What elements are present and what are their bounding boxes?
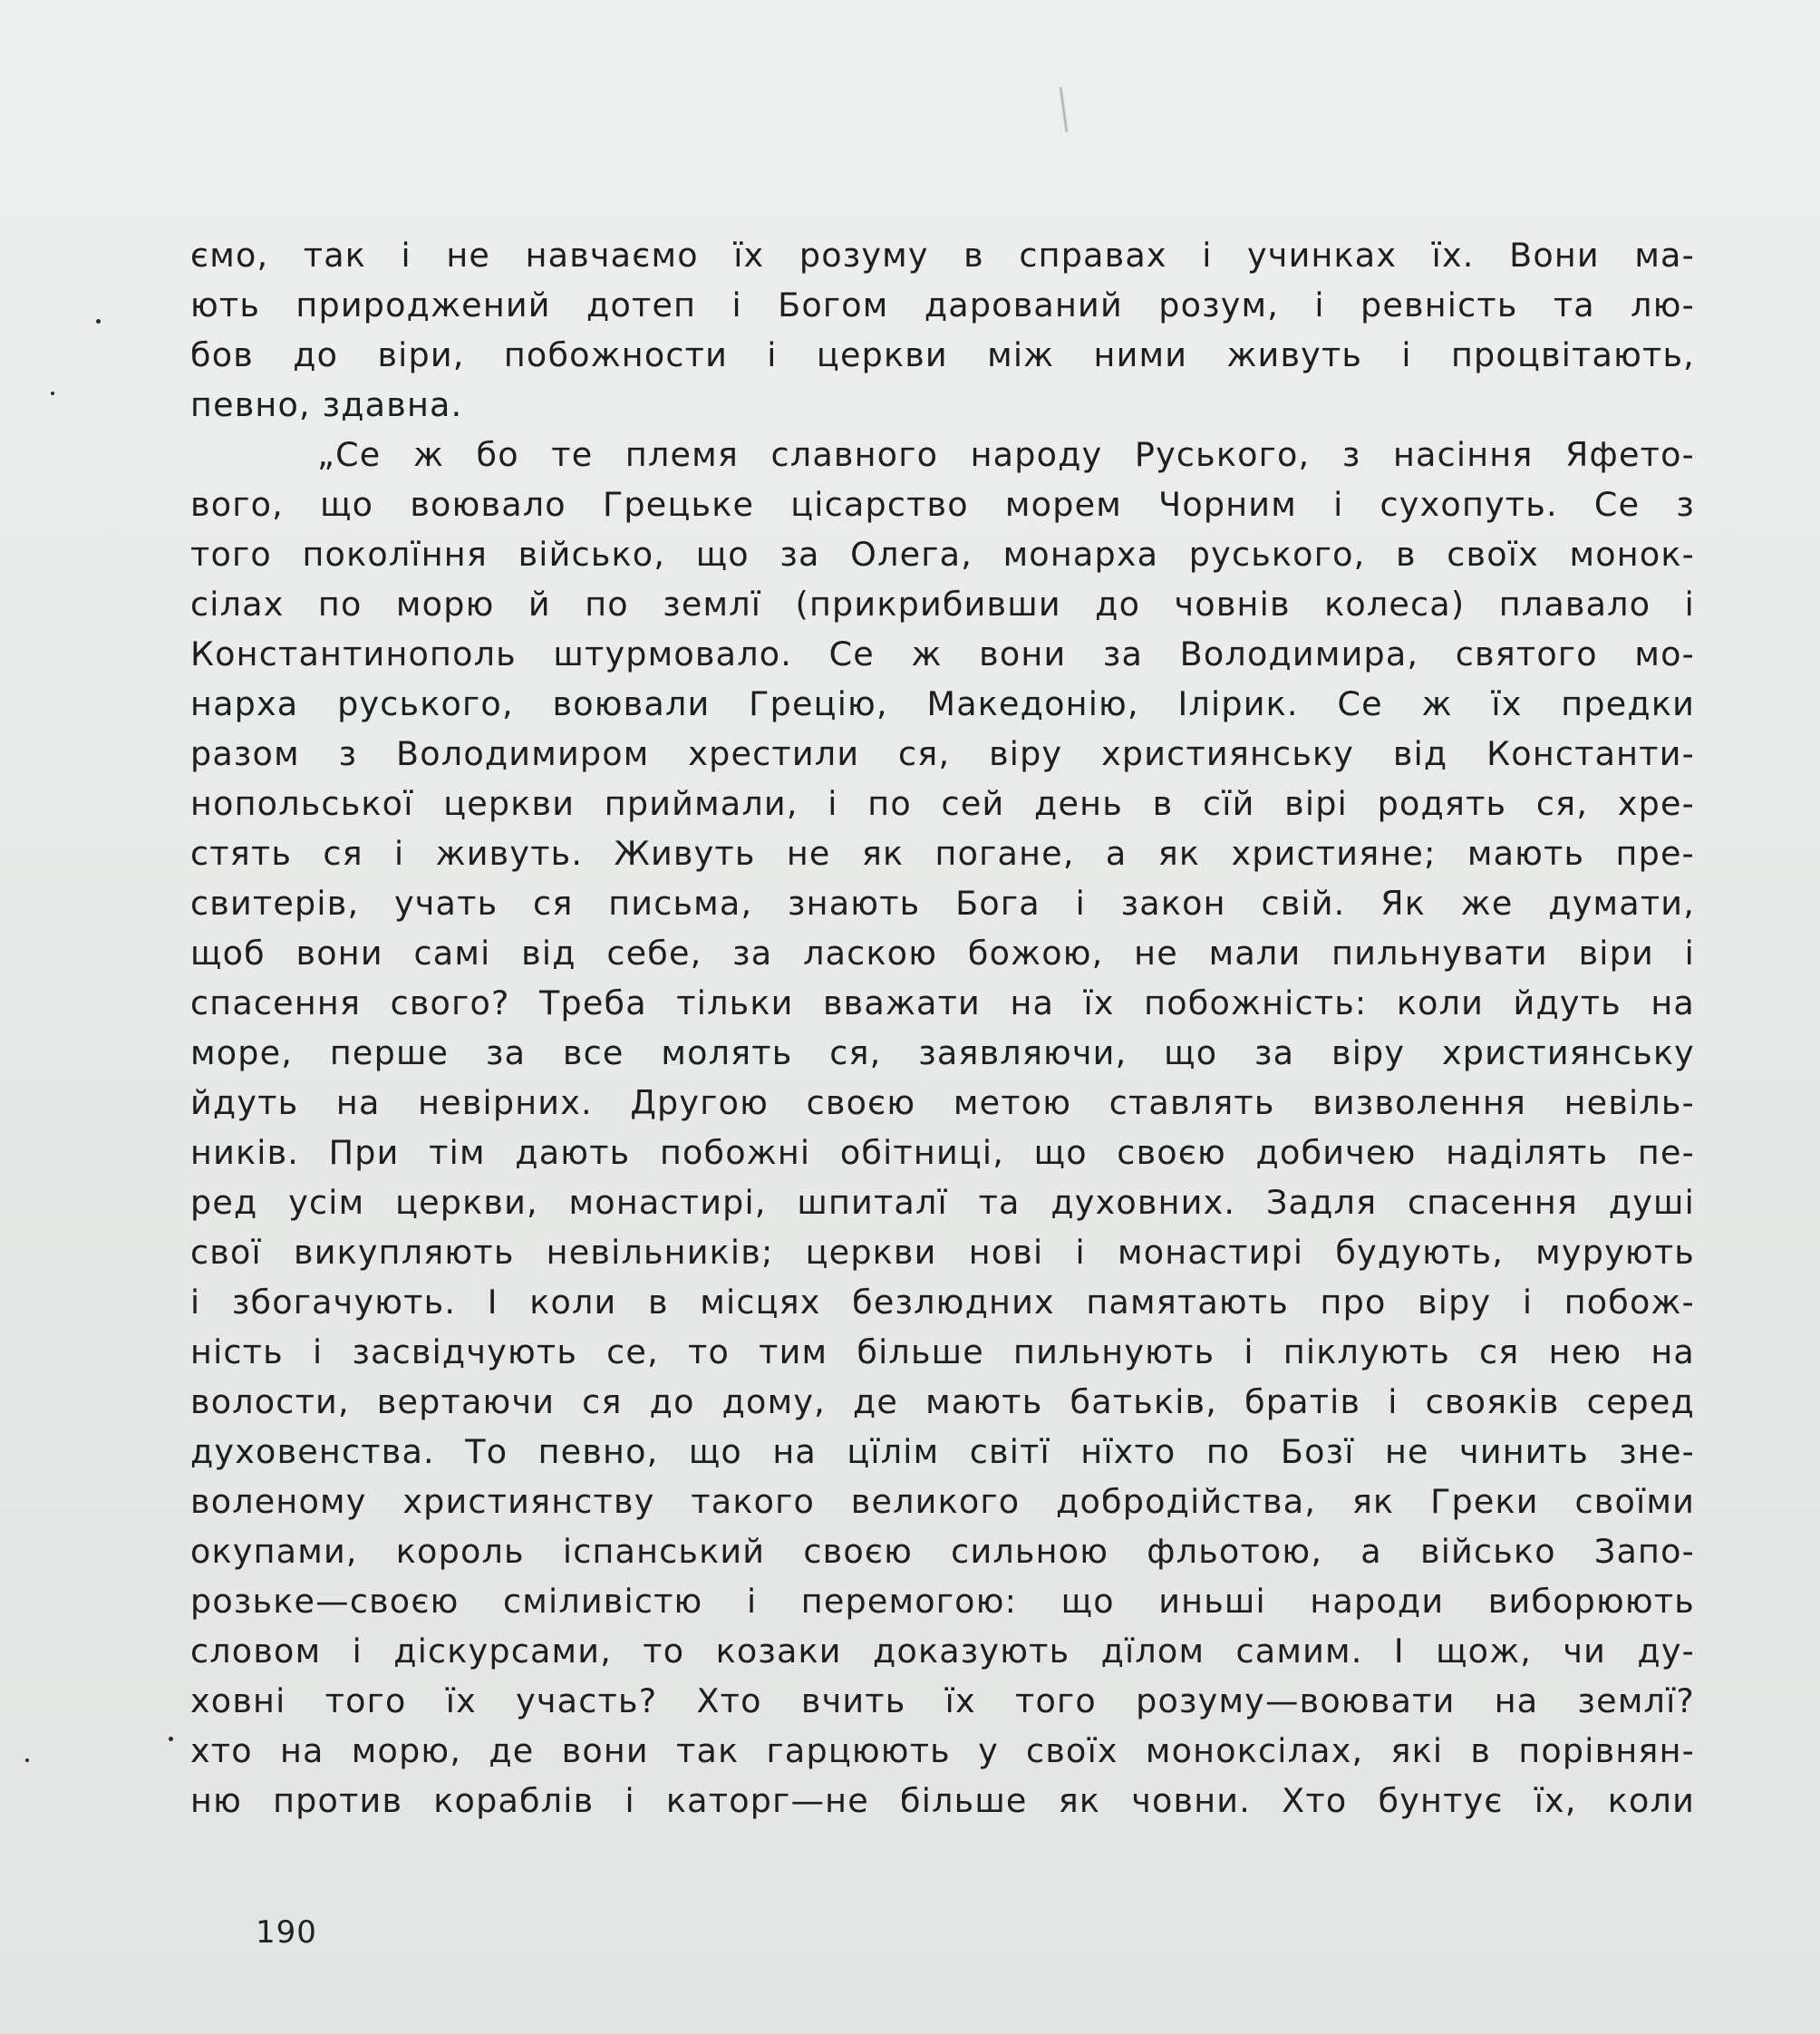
paper-speck	[96, 319, 101, 324]
paper-scratch-mark	[1060, 87, 1069, 132]
text-line: свої викупляють невільників; церкви нові і монастирі будують, мурують	[190, 1233, 1695, 1272]
text-line: словом і діскурсами, то козаки доказують дїлом самим. І щож, чи ду-	[190, 1632, 1695, 1671]
text-line: ників. При тім дають побожні обітниці, що своєю добичею наділять пе-	[190, 1133, 1695, 1172]
text-line: волости, вертаючи ся до дому, де мають батьків, братів і свояків серед	[190, 1382, 1695, 1421]
text-line: спасення свого? Треба тільки вважати на їх побожність: коли йдуть на	[190, 983, 1695, 1022]
text-line: сілах по морю й по землї (прикрибивши до човнів колеса) плавало і	[190, 585, 1695, 624]
text-line: стять ся і живуть. Живуть не як погане, а як християне; мають пре-	[190, 834, 1695, 873]
text-line: ред усім церкви, монастирі, шпиталї та духовних. Задля спасення душі	[190, 1183, 1695, 1222]
text-line: нопольської церкви приймали, і по сей день в сїй вірі родять ся, хре-	[190, 784, 1695, 823]
text-line: нарха руського, воювали Грецію, Македонію, Ілірик. Се ж їх предки	[190, 684, 1695, 723]
paper-speck	[169, 1737, 173, 1741]
text-line: море, перше за все молять ся, заявляючи, що за віру християнську	[190, 1033, 1695, 1072]
paper-speck	[51, 392, 54, 395]
paper-speck	[25, 1758, 29, 1762]
page-number: 190	[256, 1914, 317, 1951]
text-line: певно, здавна.	[190, 385, 463, 424]
text-line: свитерів, учать ся письма, знають Бога і закон свій. Як же думати,	[190, 884, 1695, 923]
text-line: Константинополь штурмовало. Се ж вони за Володимира, святого мо-	[190, 634, 1695, 673]
text-line: ність і засвідчують се, то тим більше пильнують і піклують ся нею на	[190, 1332, 1695, 1371]
text-line: ню против кораблів і каторг—не більше як човни. Хто бунтує їх, коли	[190, 1781, 1695, 1820]
text-line: хто на морю, де вони так гарцюють у своїх моноксілах, які в порівнян-	[190, 1731, 1695, 1770]
text-line: ємо, так і не навчаємо їх розуму в справах і учинках їх. Вони ма-	[190, 236, 1695, 275]
text-line: йдуть на невірних. Другою своєю метою ставлять визволення невіль-	[190, 1083, 1695, 1122]
text-line: духовенства. То певно, що на цїлім світї нїхто по Бозї не чинить зне-	[190, 1432, 1695, 1471]
text-line: воленому християнству такого великого добродійства, як Греки своїми	[190, 1482, 1695, 1521]
text-line: того поколїння військо, що за Олега, монарха руського, в своїх монок-	[190, 535, 1695, 574]
text-line: вого, що воювало Грецьке цісарство морем Чорним і сухопуть. Се з	[190, 485, 1695, 524]
text-line: разом з Володимиром хрестили ся, віру християнську від Константи-	[190, 734, 1695, 773]
text-line: ють природжений дотеп і Богом дарований розум, і ревність та лю-	[190, 286, 1695, 324]
text-line: окупами, король іспанський своєю сильною фльотою, а військо Запо-	[190, 1532, 1695, 1571]
body-text	[190, 230, 1695, 1826]
text-line: щоб вони самі від себе, за ласкою божою, не мали пильнувати віри і	[190, 934, 1695, 973]
text-line: „Се ж бо те племя славного народу Руського, з насіння Яфето-	[317, 435, 1695, 474]
text-line: розьке—своєю сміливістю і перемогою: що иньші народи виборюють	[190, 1582, 1695, 1621]
text-line: і збогачують. І коли в місцях безлюдних памятають про віру і побож-	[190, 1283, 1695, 1322]
text-line: ховні того їх участь? Хто вчить їх того розуму—воювати на землї?	[190, 1681, 1695, 1720]
text-line: бов до віри, побожности і церкви між ними живуть і процвітають,	[190, 335, 1695, 374]
